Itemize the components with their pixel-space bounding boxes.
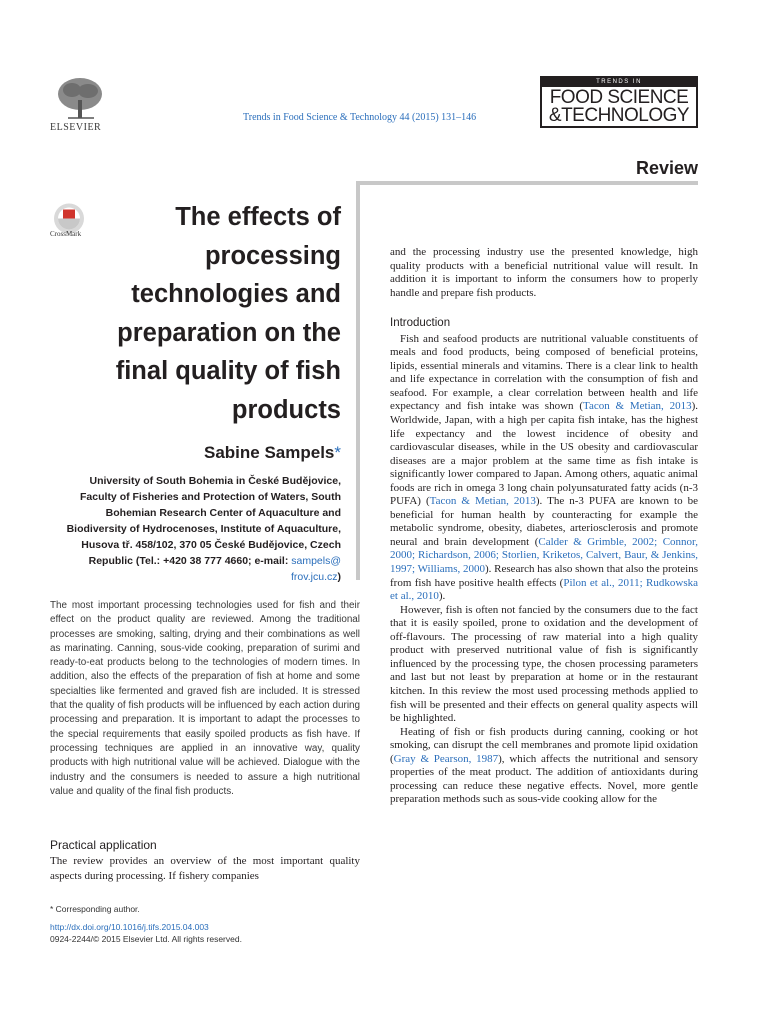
affiliation-line: Biodiversity of Hydrocenoses, Institute of Aquaculture, [66, 523, 341, 535]
right-column [390, 246, 698, 807]
practical-application-heading: Practical application [50, 838, 157, 852]
title-line: The effects of [175, 203, 341, 231]
corresponding-author-footnote: * Corresponding author. [50, 904, 140, 914]
article-type: Review [635, 158, 698, 178]
citation-link[interactable]: Pilon et al., 2011; Rudkowska et al., 2010 [390, 576, 698, 603]
text-run: ). Worldwide, Japan, with a high per capita fish intake, has the highest life expectancy and the lowest incidence of obesity and cardiovascular diseases, while in the US obesity and cardiovascular diseases are a major problem at the same time as fish intake is significantly lower compared to Japan. Among others, aquatic animal foods are rich in omega 3 long chain polyunsaturated fatty acids (n-3 PUFA) ( [390, 400, 698, 508]
header-divider [356, 181, 698, 185]
article-title [60, 198, 341, 429]
journal-reference[interactable]: Trends in Food Science & Technology 44 (2015) 131–146 [243, 112, 477, 123]
copyright-notice: 0924-2244/© 2015 Elsevier Ltd. All rights reserved. [50, 934, 242, 944]
affiliation-line [50, 569, 341, 585]
citation-link[interactable]: Tacon & Metian, 2013 [429, 495, 536, 508]
author-line [204, 443, 341, 463]
affiliation-contact: Republic (Tel.: +420 38 777 4660; e-mail: [88, 555, 292, 567]
text-run: ). [438, 590, 446, 603]
title-line: preparation on the [117, 318, 341, 347]
author-email-link[interactable]: sampels@ [291, 555, 341, 567]
intro-paragraph-1 [390, 333, 698, 604]
affiliation-line: Bohemian Research Center of Aquaculture and [105, 507, 341, 519]
crossmark-label: CrossMark [50, 230, 82, 238]
introduction-heading: Introduction [390, 317, 451, 330]
affiliation-line [50, 553, 341, 569]
affiliation-line: Faculty of Fisheries and Protection of Waters, South [80, 491, 341, 503]
text-run: ). Research has also shown that also the proteins from fish have positive health effects ( [390, 563, 698, 589]
citation-link[interactable]: Calder & Grimble, 2002; Connor, 2000; Richardson, 2006; Storlien, Kriketos, Calvert, Baur, & Jenkins, 1997; Williams, 2000 [390, 535, 699, 576]
author-affiliation [50, 473, 341, 585]
publisher-name: ELSEVIER [50, 122, 102, 133]
author-name: Sabine Sampels [203, 443, 335, 462]
abstract: The most important processing technologies used for fish and their effect on the product quality are reviewed. Among the traditional processes are smoking, salting, drying and their combinations as well as marinating. Canning, sous-vide cooking, preparation of surimi and ready-to-eat products belong to the technologies of modern times. In addition, also the effects of the preparation of fish at home and some specialties like fermented and graved fish are included. It is stressed that the quality of fish products will be influenced by each action during processing and preparation. It is important to adapt the processes to the special requirements that easily spoiled products as fish have. If processing techniques are applied in an innovative way, quality products with high nutritional value will be achieved. Dialogue with the industry and the consumers is needed to assure a high nutritional value and quality of the final fish products. [50, 600, 360, 797]
practical-application-text: The review provides an overview of the most important quality aspects during processing. If fishery companies [50, 855, 360, 882]
journal-brand-top: TRENDS IN [542, 78, 696, 87]
title-line: final quality of fish [115, 357, 341, 385]
column-divider [356, 185, 360, 580]
citation-link[interactable]: Gray & Pearson, 1987 [393, 752, 499, 765]
citation-link[interactable]: Tacon & Metian, 2013 [583, 400, 692, 413]
continuation-paragraph: and the processing industry use the presented knowledge, high quality products with a beneficial nutritional value will result. In addition it is important to inform the consumers how to properly handle and prepare fish products. [390, 246, 698, 299]
journal-brand-line1: FOOD SCIENCE [549, 87, 689, 108]
text-run: Fish and seafood products are nutritional valuable constituents of meals and food products, being composed of beneficial proteins, lipids, essential minerals and vitamins. There is a clear link to health and life expectance in correlation with the consumption of fish and seafood. For example, a clear correlation between health and life expectancy and fish intake was shown ( [390, 332, 698, 413]
intro-paragraph-2: However, fish is often not fancied by the consumers due to the fact that it is easily spoiled, prone to oxidation and the development of off-flavours. The processing of raw material into a high quality product with preserved nutritional value of fish is significantly influenced by the processing type, the chosen processing parameters and last but not least by preparation at home or in the restaurant kitchen. In this review the most used processing methods applied to fish will be presented and their effects on general quality aspects will be highlighted. [390, 603, 698, 725]
affiliation-line: Husova tř. 458/102, 370 05 České Budějovice, Czech [81, 539, 341, 551]
title-line: products [231, 395, 341, 424]
doi-link[interactable]: http://dx.doi.org/10.1016/j.tifs.2015.04.003 [50, 922, 209, 932]
text-run: ), which affects the nutritional and sensory properties of the meat product. The addition of antioxidants during processing can reduce these negative effects. Novel, more gentle preparation methods such as sous-vide cooking allow for the [390, 752, 698, 806]
title-line: technologies and [131, 280, 341, 308]
journal-brand-logo [540, 76, 698, 128]
title-line: processing [204, 241, 341, 270]
journal-brand-line2: &TECHNOLOGY [548, 105, 690, 126]
text-run: Heating of fish or fish products during canning, cooking or hot smoking, can disrupt the cell membranes and promote lipid oxidation ( [390, 725, 698, 765]
text-run: ). The n-3 PUFA are known to be beneficial for human health by counteracting for example the metabolic syndrome, obesity, diabetes, arteriosclerosis and promote neural and brain development ( [390, 495, 698, 548]
intro-paragraph-3 [390, 726, 698, 807]
author-email-link-cont[interactable]: frov.jcu.cz [291, 571, 338, 583]
corresponding-author-mark[interactable]: * [334, 443, 341, 462]
affiliation-close: ) [337, 571, 341, 583]
affiliation-line: University of South Bohemia in České Budějovice, [89, 475, 341, 487]
